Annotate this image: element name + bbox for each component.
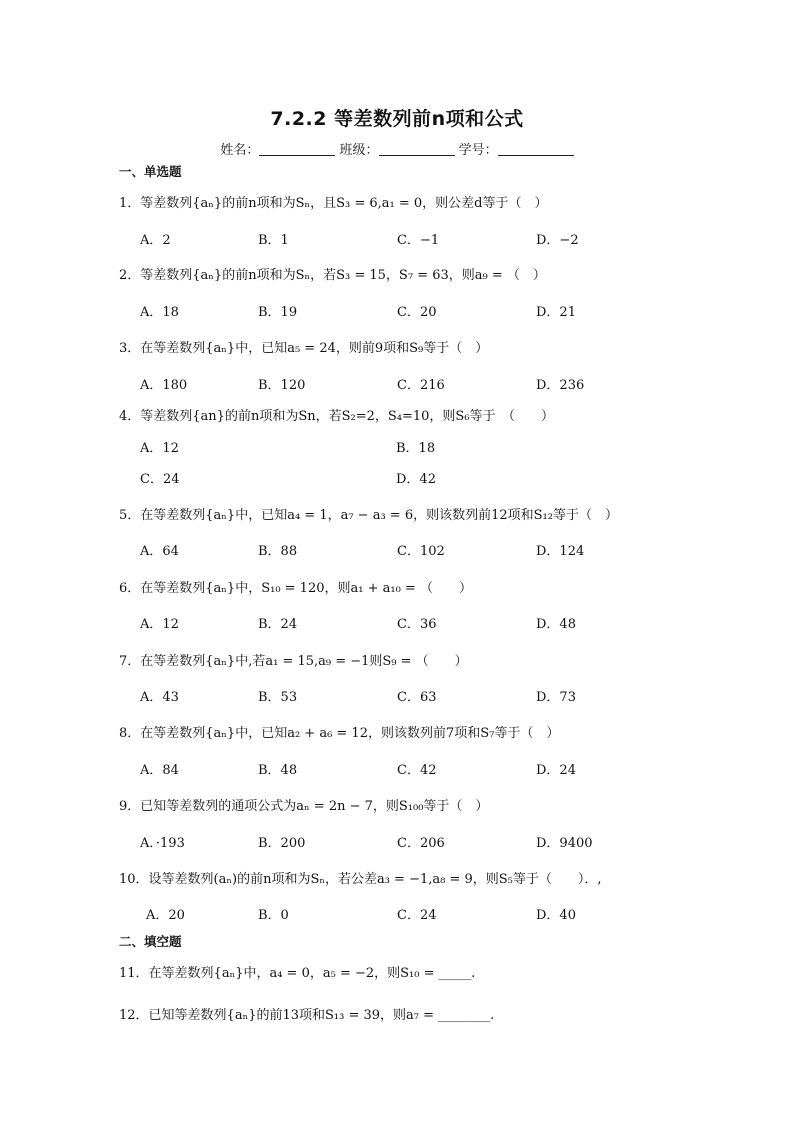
question-text: 在等差数列{aₙ}中，S₁₀ = 120，则a₁ + a₁₀ = （ ） [140,581,472,596]
question-text: 已知等差数列的通项公式为aₙ = 2n − 7，则S₁₀₀等于（ ） [140,799,489,814]
option-b[interactable]: B．24 [258,617,298,632]
question-text: 等差数列{an}的前n项和为Sn，若S₂=2，S₄=10，则S₆等于 （ ） [140,409,555,424]
option-a[interactable]: A．18 [140,305,179,320]
question-10 [119,868,602,887]
name-label: 姓名： [220,143,260,158]
question-12 [119,1004,494,1023]
question-number: 12． [119,1008,149,1023]
page-title: 7.2.2 等差数列前n项和公式 [270,108,524,130]
option-b[interactable]: B．1 [258,233,289,248]
option-d[interactable]: D．48 [536,617,576,632]
student-info-line [0,139,794,158]
option-a[interactable]: A．12 [140,617,179,632]
id-blank[interactable] [498,142,574,156]
question-number: 5． [119,508,141,523]
question-text: 已知等差数列{aₙ}的前13项和S₁₃ = 39，则a₇ = ________. [148,1008,495,1023]
question-number: 9． [119,799,141,814]
section-heading-fill: 二、填空题 [119,934,182,949]
question-number: 7． [119,654,141,669]
option-d[interactable]: D．236 [536,378,585,393]
option-a[interactable]: A．·193 [140,836,185,851]
question-number: 11． [119,966,149,981]
question-3 [119,337,488,356]
question-number: 10． [119,872,149,887]
option-c[interactable]: C．24 [397,908,437,923]
option-d[interactable]: D．73 [536,690,576,705]
option-c[interactable]: C．206 [397,836,445,851]
option-c[interactable]: C．216 [397,378,445,393]
question-text: 在等差数列{aₙ}中,若a₁ = 15,a₉ = −1则S₉ = （ ） [140,654,468,669]
question-number: 4． [119,409,141,424]
question-number: 8． [119,726,141,741]
question-text: 在等差数列{aₙ}中，已知a₄ = 1，a₇ − a₃ = 6，则该数列前12项和S₁₂等于（ ） [140,508,618,523]
question-8 [119,722,559,741]
option-d[interactable]: D．40 [536,908,576,923]
question-1 [119,192,548,211]
question-text: 设等差数列(aₙ)的前n项和为Sₙ，若公差a₃ = −1,a₈ = 9，则S₅等于（ ）．, [148,872,602,887]
option-c[interactable]: C．42 [397,763,437,778]
question-text: 等差数列{aₙ}的前n项和为Sₙ，若S₃ = 15，S₇ = 63，则a₉ = （ ） [140,268,546,283]
option-c[interactable]: C．−1 [397,233,440,248]
option-c[interactable]: C．63 [397,690,437,705]
option-a[interactable]: A．12 [140,441,179,456]
question-2 [119,264,546,283]
option-a[interactable]: A．43 [140,690,179,705]
option-b[interactable]: B．88 [258,544,298,559]
question-number: 1． [119,196,141,211]
option-b[interactable]: B．48 [258,763,298,778]
option-b[interactable]: B．18 [396,441,436,456]
question-9 [119,795,488,814]
question-7 [119,650,468,669]
name-blank[interactable] [259,142,335,156]
option-a[interactable]: A．180 [140,378,188,393]
option-d[interactable]: D．9400 [536,836,593,851]
option-b[interactable]: B．19 [258,305,298,320]
question-6 [119,577,472,596]
option-d[interactable]: D．124 [536,544,585,559]
question-text: 在等差数列{aₙ}中，已知a₅ = 24，则前9项和S₉等于（ ） [140,341,489,356]
question-text: 在等差数列{aₙ}中，已知a₂ + a₆ = 12，则该数列前7项和S₇等于（ ） [140,726,560,741]
class-blank[interactable] [379,142,455,156]
option-d[interactable]: D．42 [396,472,436,487]
option-d[interactable]: D．−2 [536,233,579,248]
section-heading-choice: 一、单选题 [119,164,182,179]
option-a[interactable]: A．84 [140,763,179,778]
option-c[interactable]: C．24 [140,472,180,487]
question-11 [119,962,475,981]
option-b[interactable]: B．53 [258,690,298,705]
option-a[interactable]: A．2 [140,233,171,248]
question-number: 2． [119,268,141,283]
option-c[interactable]: C．36 [397,617,437,632]
question-4 [119,405,554,424]
option-d[interactable]: D．24 [536,763,576,778]
option-b[interactable]: B．120 [258,378,306,393]
question-text: 在等差数列{aₙ}中，a₄ = 0，a₅ = −2，则S₁₀ = _____. [148,966,476,981]
option-a[interactable]: A．20 [146,908,185,923]
id-label: 学号： [458,143,498,158]
class-label: 班级： [339,143,379,158]
option-a[interactable]: A．64 [140,544,179,559]
option-c[interactable]: C．20 [397,305,437,320]
option-b[interactable]: B．200 [258,836,306,851]
option-d[interactable]: D．21 [536,305,576,320]
question-number: 6． [119,581,141,596]
question-text: 等差数列{aₙ}的前n项和为Sₙ，且S₃ = 6,a₁ = 0，则公差d等于（ ） [140,196,548,211]
question-number: 3． [119,341,141,356]
option-b[interactable]: B．0 [258,908,289,923]
option-c[interactable]: C．102 [397,544,445,559]
question-5 [119,504,618,523]
